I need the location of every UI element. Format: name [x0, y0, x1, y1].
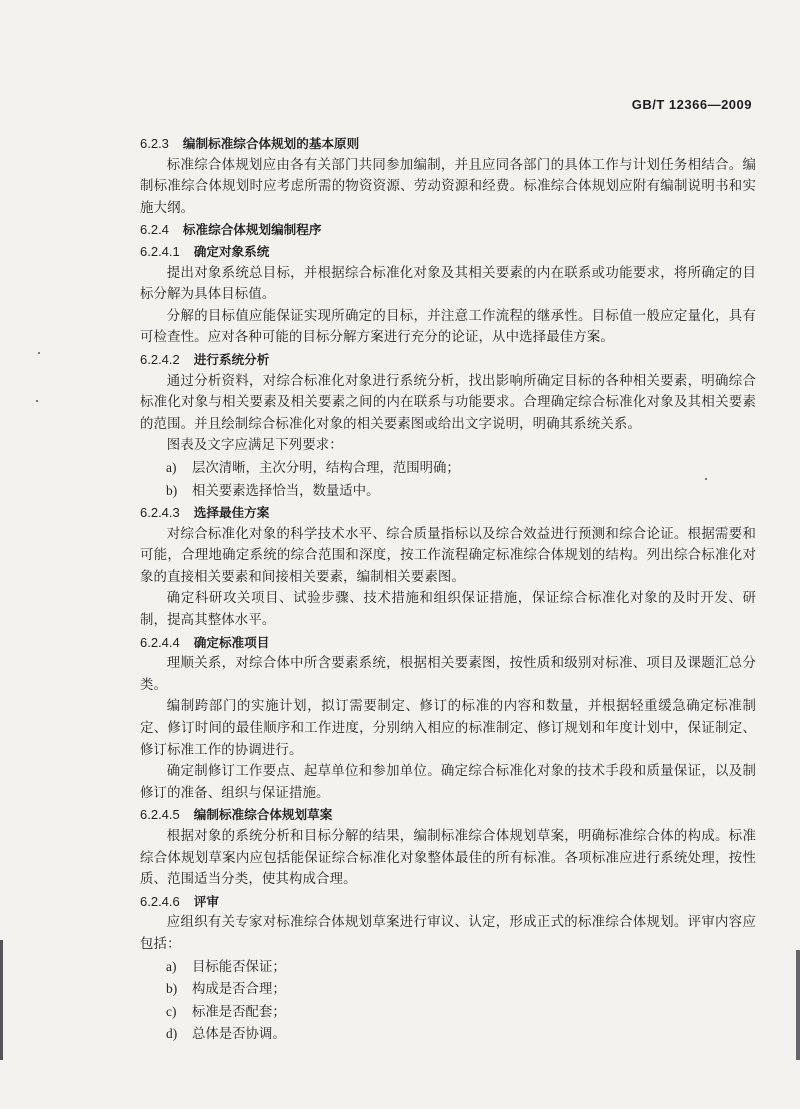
- section-number: 6.2.4.3: [140, 505, 180, 521]
- section-title: 标准综合体规划编制程序: [182, 222, 322, 238]
- section-heading: [140, 219, 756, 241]
- list-text: 标准是否配套；: [192, 1004, 286, 1020]
- section-title: 进行系统分析: [193, 351, 270, 367]
- paragraph: 理顺关系，对综合体中所含要素系统，根据相关要素图，按性质和级别对标准、项目及课题汇总分类。: [140, 656, 756, 693]
- list-text: 目标能否保证；: [192, 959, 286, 975]
- list-text: 构成是否合理；: [192, 982, 286, 998]
- list-item: [140, 457, 756, 480]
- list-item: [140, 1001, 756, 1024]
- standard-code: GB/T 12366—2009: [631, 97, 752, 112]
- list-text: 相关要素选择恰当，数量适中。: [192, 483, 380, 499]
- list-marker: c): [166, 1003, 177, 1019]
- list-item: [140, 480, 756, 503]
- list-marker: b): [166, 981, 178, 997]
- paragraph: 分解的目标值应能保证实现所确定的目标，并注意工作流程的继承性。目标值一般应定量化，具有可检查性。应对各种可能的目标分解方案进行充分的论证，从中选择最佳方案。: [140, 308, 756, 346]
- list-item: [140, 978, 756, 1001]
- list-marker: b): [166, 482, 178, 498]
- paragraph: 通过分析资料，对综合标准化对象进行系统分析，找出影响所确定目标的各种相关要素，明确综合标准化对象与相关要素及相关要素之间的内在联系与功能要求。合理确定综合标准化对象及其相关要素的范围。并且绘制综合标准化对象的相关要素图或给出文字说明，明确其系统关系。: [140, 373, 756, 432]
- section-number: 6.2.4.2: [140, 351, 180, 367]
- list-item: [140, 1023, 756, 1046]
- section-heading: [140, 349, 756, 371]
- list-marker: a): [166, 459, 177, 475]
- section-title: 编制标准综合体规划的基本原则: [182, 136, 360, 151]
- paragraph: 根据对象的系统分析和目标分解的结果，编制标准综合体规划草案，明确标准综合体的构成。标准综合体规划草案内应包括能保证综合标准化对象整体最佳的所有标准。各项标准应进行系统处理，按性质、范围适当分类，使其构成合理。: [140, 829, 756, 888]
- section-heading: [140, 133, 756, 155]
- section-heading: [140, 804, 756, 826]
- section-heading: [140, 241, 756, 263]
- scan-edge-left: [0, 940, 3, 1060]
- paragraph: 确定制修订工作要点、起草单位和参加单位。确定综合标准化对象的技术手段和质量保证，以及制修订的准备、组织与保证措施。: [140, 764, 756, 801]
- section-number: 6.2.4: [140, 222, 169, 238]
- paragraph: 编制跨部门的实施计划，拟订需要制定、修订的标准的内容和数量，并根据轻重缓急确定标准制定、修订时间的最佳顺序和工作进度，分别纳入相应的标准制定、修订规划和年度计划中，保证制定、修订标准工作的协调进行。: [140, 699, 756, 758]
- section-number: 6.2.4.6: [140, 893, 180, 909]
- section-number: 6.2.3: [140, 136, 169, 151]
- paragraph: 确定科研攻关项目、试验步骤、技术措施和组织保证措施，保证综合标准化对象的及时开发、研制，提高其整体水平。: [140, 591, 756, 629]
- paragraph: 图表及文字应满足下列要求：: [166, 438, 343, 454]
- list-item: [140, 956, 756, 979]
- section-number: 6.2.4.5: [140, 807, 180, 823]
- section-title: 确定对象系统: [193, 243, 270, 259]
- section-title: 评审: [193, 893, 219, 909]
- list-marker: d): [166, 1026, 178, 1042]
- section-heading: [140, 891, 756, 913]
- scan-speck: [36, 400, 38, 402]
- list-text: 总体是否协调。: [192, 1027, 286, 1043]
- section-title: 选择最佳方案: [193, 505, 270, 521]
- section-title: 编制标准综合体规划草案: [193, 807, 333, 823]
- document-body: [140, 133, 756, 1046]
- list-marker: a): [166, 958, 177, 974]
- scan-speck: [38, 352, 40, 354]
- section-heading: [140, 632, 756, 654]
- section-number: 6.2.4.4: [140, 634, 180, 650]
- section-number: 6.2.4.1: [140, 243, 180, 259]
- section-title: 确定标准项目: [193, 634, 270, 650]
- paragraph: 应组织有关专家对标准综合体规划草案进行审议、认定，形成正式的标准综合体规划。评审内容应包括：: [140, 915, 756, 952]
- paragraph: 对综合标准化对象的科学技术水平、综合质量指标以及综合效益进行预测和综合论证。根据需要和可能，合理地确定系统的综合范围和深度，按工作流程确定标准综合体规划的结构。列出综合标准化对象的直接相关要素和间接相关要素，编制相关要素图。: [140, 526, 756, 585]
- scan-edge-right: [796, 950, 800, 1060]
- paragraph: 提出对象系统总目标，并根据综合标准化对象及其相关要素的内在联系或功能要求，将所确定的目标分解为具体目标值。: [140, 265, 756, 303]
- scan-speck: [705, 478, 707, 480]
- list-text: 层次清晰，主次分明，结构合理，范围明确；: [192, 460, 460, 476]
- paragraph: 标准综合体规划应由各有关部门共同参加编制，并且应同各部门的具体工作与计划任务相结合。编制标准综合体规划时应考虑所需的物资资源、劳动资源和经费。标准综合体规划应附有编制说明书和实施大纲。: [140, 157, 756, 216]
- section-heading: [140, 502, 756, 524]
